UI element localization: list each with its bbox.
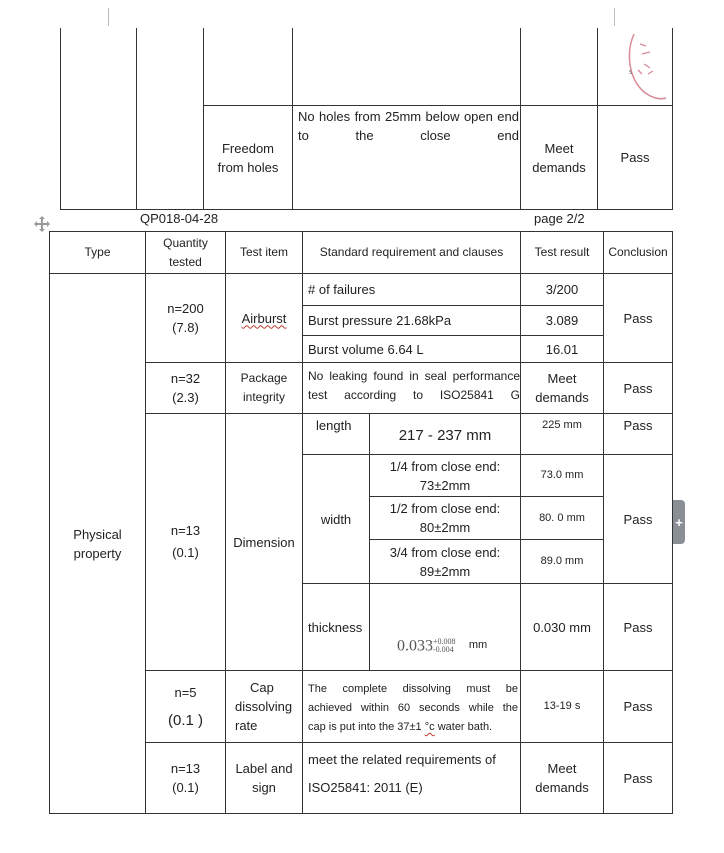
- header-quantity-tested: Quantity tested: [163, 235, 208, 269]
- airburst-result-failures: 3/200: [545, 282, 579, 297]
- cap-item-line1: Cap: [250, 680, 274, 695]
- airburst-quantity-n: n=200: [167, 301, 204, 316]
- freedom-result: Meet demands: [532, 140, 586, 175]
- width-result-quarter: 73.0 mm: [540, 469, 584, 481]
- cap-item-line2: dissolving: [235, 699, 293, 714]
- add-row-button[interactable]: [673, 500, 685, 544]
- thickness-result: 0.030 mm: [533, 619, 591, 635]
- cap-quantity-aql: (0.1 ): [167, 711, 203, 729]
- width-result-three-quarter: 89.0 mm: [540, 555, 584, 567]
- cap-quantity-n: n=5: [174, 684, 197, 700]
- airburst-conclusion: Pass: [623, 310, 653, 326]
- label-quantity-aql: (0.1): [172, 780, 199, 795]
- type-physical-property: Physical property: [73, 526, 122, 561]
- width-spec-three-quarter-line1: 3/4 from close end:: [389, 544, 501, 560]
- dimension-quantity: [146, 414, 225, 670]
- package-result: Meet demands: [535, 371, 589, 405]
- thickness-spec: [397, 636, 520, 666]
- length-result: 225 mm: [542, 418, 582, 431]
- width-spec-half: [370, 497, 520, 539]
- cap-item: [226, 671, 302, 742]
- width-result-half: 80. 0 mm: [539, 511, 585, 524]
- package-item: Package integrity: [240, 371, 288, 404]
- airburst-req-volume: Burst volume 6.64 L: [308, 341, 424, 357]
- cap-req-line2: achieved within 60 seconds while the: [308, 702, 518, 714]
- header-test-result: Test result: [534, 245, 590, 259]
- width-spec-quarter-line1: 1/4 from close end:: [389, 458, 501, 474]
- thickness-unit: mm: [468, 639, 488, 652]
- thickness-conclusion: Pass: [623, 619, 653, 635]
- airburst-result-pressure: 3.089: [545, 313, 579, 328]
- freedom-item: Freedom from holes: [217, 140, 279, 175]
- package-conclusion: Pass: [623, 380, 653, 396]
- dimension-item: Dimension: [233, 534, 295, 550]
- thickness-value: 0.033: [397, 637, 433, 655]
- dimension-quantity-n: n=13: [170, 523, 201, 538]
- length-label: length: [316, 418, 352, 433]
- width-conclusion: Pass: [623, 511, 653, 527]
- cap-requirement: [303, 671, 520, 742]
- width-label: width: [320, 511, 352, 527]
- airburst-result-volume: 16.01: [545, 341, 579, 357]
- airburst-quantity: [146, 274, 225, 362]
- label-result: Meet demands: [535, 761, 589, 795]
- length-spec: 217 - 237 mm: [398, 426, 492, 444]
- length-conclusion: Pass: [623, 417, 653, 433]
- cap-quantity: [146, 671, 225, 742]
- page-number: page 2/2: [534, 211, 585, 226]
- cap-conclusion: Pass: [623, 699, 653, 714]
- cap-item-line3: rate: [235, 718, 258, 733]
- freedom-conclusion: Pass: [620, 150, 650, 165]
- width-spec-half-line1: 1/2 from close end:: [389, 501, 501, 516]
- header-test-item: Test item: [239, 245, 288, 259]
- margin-mark-right: [614, 8, 615, 26]
- dimension-quantity-aql: (0.1): [172, 545, 199, 560]
- cap-req-line3-c: water bath.: [434, 721, 493, 733]
- doc-code: QP018-04-28: [140, 211, 219, 226]
- header-standard: Standard requirement and clauses: [319, 245, 504, 259]
- width-spec-three-quarter: [370, 540, 520, 583]
- airburst-req-pressure: Burst pressure 21.68kPa: [308, 313, 452, 328]
- airburst-req-failures: # of failures: [308, 282, 376, 297]
- thickness-tol-plus: +0.008: [433, 636, 456, 646]
- svg-text:s: s: [629, 67, 633, 76]
- cap-req-line3: [308, 718, 518, 737]
- freedom-requirement: No holes from 25mm below open end to the close end: [298, 109, 519, 143]
- label-req-line1: meet the related requirements of: [308, 752, 496, 767]
- header-type: Type: [84, 245, 111, 259]
- width-spec-three-quarter-line2: 89±2mm: [419, 563, 471, 579]
- thickness-tol-minus: -0.004: [433, 644, 454, 654]
- cap-req-line3-a: cap is put into the 37±1: [308, 721, 425, 733]
- thickness-label: thickness: [308, 619, 363, 635]
- package-quantity: [146, 363, 225, 413]
- cap-result: 13-19 s: [543, 700, 581, 712]
- width-spec-quarter: [370, 455, 520, 496]
- label-req-line2: ISO25841: 2011 (E): [308, 780, 423, 795]
- label-item: Label and sign: [235, 761, 293, 795]
- airburst-item-label: Airburst: [241, 310, 287, 326]
- airburst-quantity-aql: (7.8): [172, 320, 199, 335]
- label-quantity: [146, 743, 225, 813]
- cap-req-line3-unit: °c: [424, 721, 435, 733]
- width-spec-quarter-line2: 73±2mm: [419, 477, 471, 493]
- label-conclusion: Pass: [623, 770, 653, 786]
- package-quantity-aql: (2.3): [172, 390, 199, 405]
- label-requirement: [303, 743, 520, 813]
- package-quantity-n: n=32: [170, 371, 201, 386]
- width-spec-half-line2: 80±2mm: [419, 520, 471, 535]
- margin-mark-left: [108, 8, 109, 26]
- stamp-icon: [624, 30, 670, 102]
- package-requirement: No leaking found in seal performance test according to ISO25841 G: [308, 369, 520, 402]
- airburst-item: [226, 274, 302, 362]
- label-quantity-n: n=13: [170, 761, 201, 776]
- header-conclusion: Conclusion: [608, 245, 668, 259]
- plus-icon: +: [675, 514, 683, 530]
- cap-req-line1: The complete dissolving must be: [308, 683, 518, 695]
